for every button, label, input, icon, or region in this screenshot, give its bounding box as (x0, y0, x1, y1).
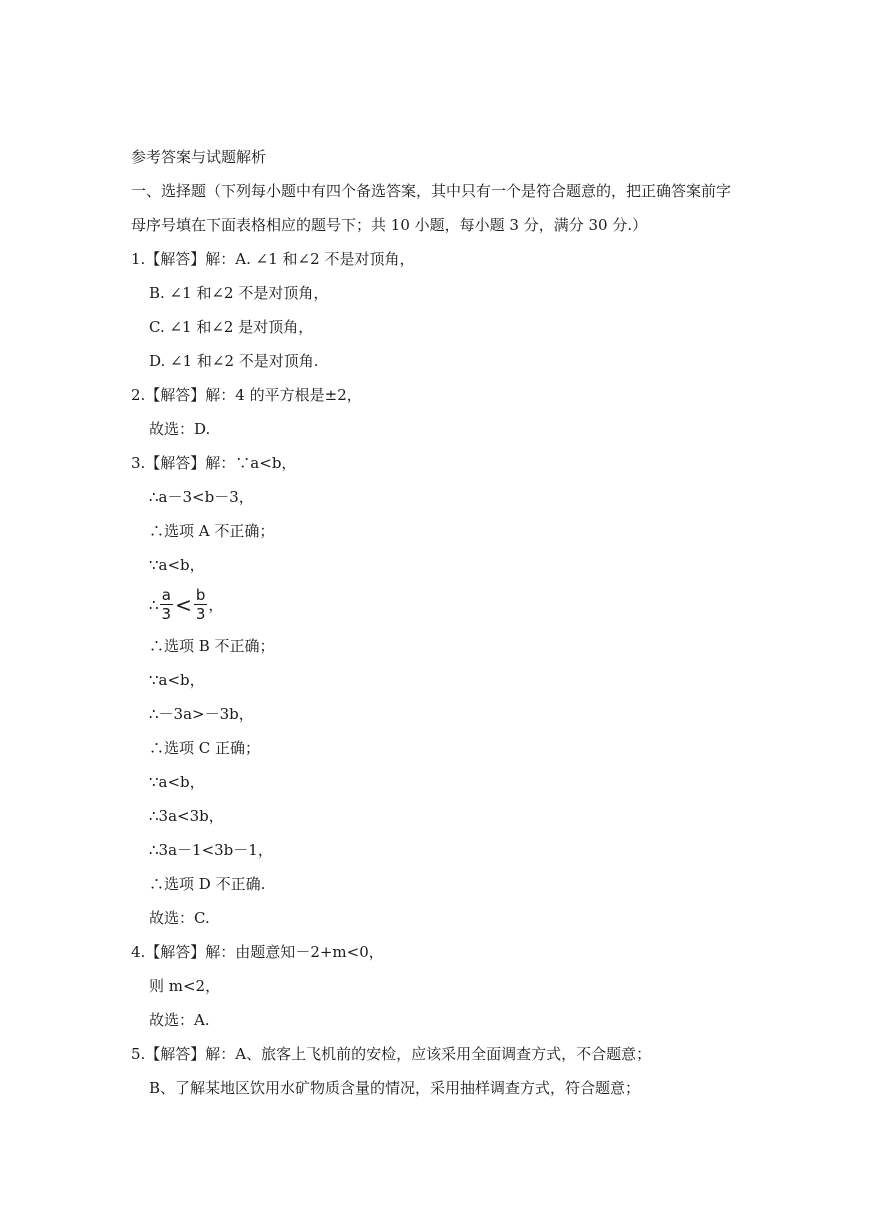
q1-option-d: D. ∠1 和∠2 不是对顶角. (149, 352, 319, 370)
q3-step: ∴3a<3b， (149, 807, 224, 825)
fraction-a-over-3 (160, 588, 174, 622)
fraction-denominator: 3 (195, 605, 206, 623)
q3-step: ∴选项 D 不正确. (149, 875, 266, 893)
q1-option-b: B. ∠1 和∠2 不是对顶角， (149, 284, 329, 302)
fraction-numerator: b (195, 586, 206, 604)
q4-step: 则 m<2， (149, 977, 221, 995)
section-intro-line2: 母序号填在下面表格相应的题号下；共 10 小题，每小题 3 分，满分 30 分.） (131, 216, 648, 234)
less-than-symbol: < (175, 593, 192, 617)
q3-step: ∴－3a>－3b， (149, 705, 254, 723)
fraction-b-over-3 (194, 588, 208, 622)
q3-step: ∴选项 C 正确； (149, 739, 261, 757)
q3-step: ∵a<b， (149, 556, 205, 574)
q3-answer: 3.【解答】解：∵a<b， (131, 454, 297, 472)
q3-step: ∴3a－1<3b－1， (149, 841, 273, 859)
q1-answer: 1.【解答】解：A. ∠1 和∠2 不是对顶角， (131, 250, 415, 268)
fraction-numerator: a (161, 586, 171, 604)
comma: ， (208, 596, 224, 614)
q3-choice: 故选：C. (149, 909, 210, 927)
q4-choice: 故选：A. (149, 1011, 210, 1029)
q3-step: ∵a<b， (149, 773, 205, 791)
q3-step: ∴选项 B 不正确； (149, 637, 275, 655)
q5-option-b: B、了解某地区饮用水矿物质含量的情况，采用抽样调查方式，符合题意； (149, 1079, 641, 1097)
q3-fraction-step (149, 587, 223, 623)
therefore-symbol: ∴ (149, 596, 159, 614)
q2-choice: 故选：D. (149, 420, 211, 438)
q3-step: ∴选项 A 不正确； (149, 522, 275, 540)
q3-step: ∵a<b， (149, 671, 205, 689)
q1-option-c: C. ∠1 和∠2 是对顶角， (149, 318, 314, 336)
section-intro-line1: 一、选择题（下列每小题中有四个备选答案，其中只有一个是符合题意的，把正确答案前字 (131, 182, 732, 200)
q4-answer: 4.【解答】解：由题意知－2+m<0， (131, 943, 384, 961)
q2-answer: 2.【解答】解：4 的平方根是±2， (131, 386, 362, 404)
q5-answer: 5.【解答】解：A、旅客上飞机前的安检，应该采用全面调查方式，不合题意； (131, 1045, 652, 1063)
answer-heading: 参考答案与试题解析 (131, 148, 267, 166)
fraction-denominator: 3 (161, 605, 172, 623)
q3-step: ∴a－3<b－3， (149, 488, 254, 506)
